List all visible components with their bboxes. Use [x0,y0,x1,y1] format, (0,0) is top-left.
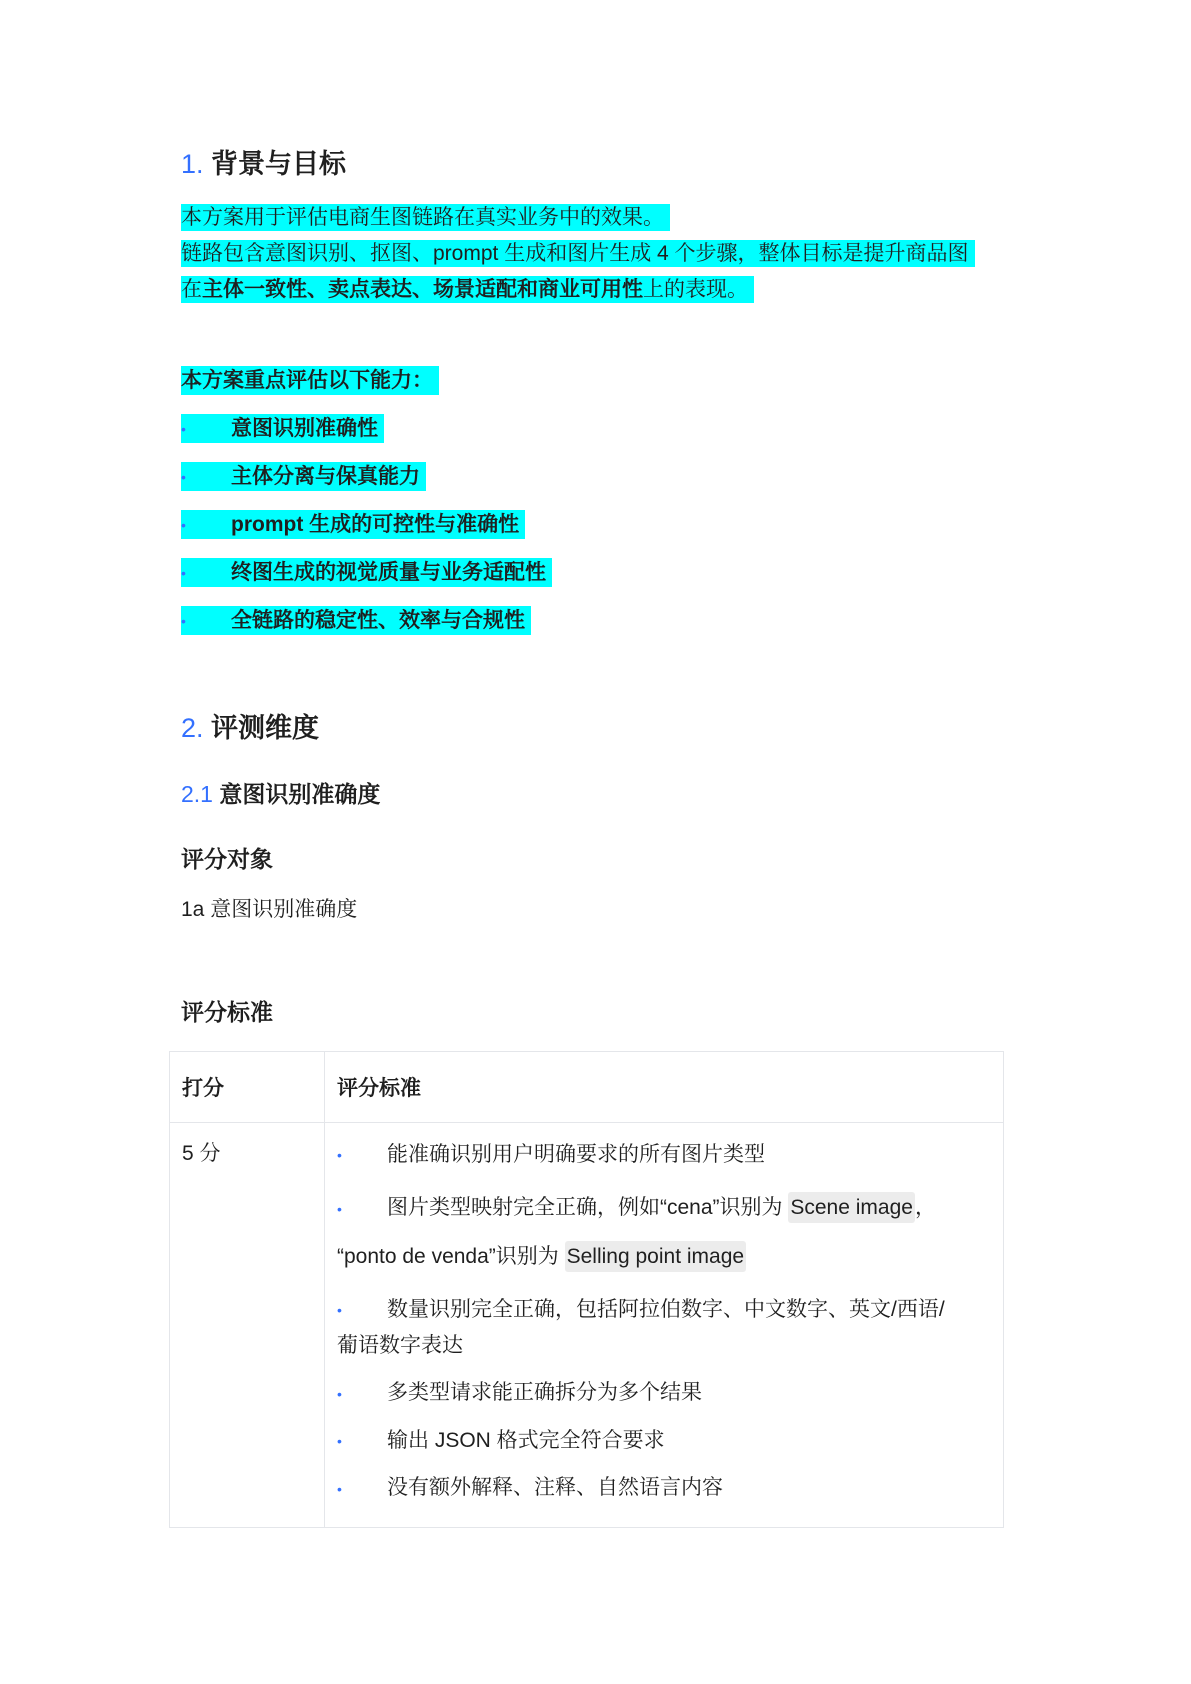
bullet-dot-icon: • [181,469,186,486]
bullet-dot-icon: • [337,1147,342,1164]
focus-heading [181,364,439,398]
criteria-item [337,1423,991,1459]
bullet-dot-icon: • [337,1385,342,1402]
criteria-item-text: 多类型请求能正确拆分为多个结果 [387,1381,702,1405]
score-cell: 5 分 [170,1123,325,1528]
focus-item [181,460,426,494]
criteria-item-text: ， [914,1196,936,1220]
inline-code: Selling point image [565,1241,746,1272]
intro-bold-text: 主体一致性、卖点表达、场景适配和商业可用性 [202,278,643,301]
table-header-row [170,1052,1004,1123]
criteria-item [337,1184,991,1280]
criteria-item-text: 图片类型映射完全正确，例如“cena”识别为 [387,1196,789,1220]
bullet-dot-icon: • [337,1302,342,1319]
intro-line-2 [181,237,975,271]
criteria-item-text: 数量识别完全正确，包括阿拉伯数字、中文数字、英文/西语/ [387,1297,945,1321]
criteria-item-text: 没有额外解释、注释、自然语言内容 [387,1476,723,1500]
criteria-item-text: 葡语数字表达 [337,1334,463,1358]
section-2-number: 2. [181,713,204,743]
scoring-object-text: 1a 意图识别准确度 [181,898,358,921]
intro-text: 链路包含意图识别、抠图、prompt 生成和图片生成 4 个步骤，整体目标是提升商品图 [181,240,975,267]
focus-item-label: 终图生成的视觉质量与业务适配性 [231,561,546,584]
bullet-dot-icon: • [337,1480,342,1497]
criteria-cell [325,1123,1004,1528]
intro-text: 本方案用于评估电商生图链路在真实业务中的效果。 [181,204,670,231]
subsection-number: 2.1 [181,781,213,807]
section-2-heading [181,710,319,746]
section-1-title: 背景与目标 [211,149,347,179]
subsection-title: 意图识别准确度 [219,781,381,807]
table-header-score: 打分 [170,1052,325,1123]
criteria-table [169,1051,1004,1528]
bullet-dot-icon: • [181,565,186,582]
inline-code: Scene image [788,1192,915,1223]
scoring-object-heading: 评分对象 [181,846,273,872]
section-2-title: 评测维度 [211,713,320,743]
bullet-dot-icon: • [337,1200,342,1217]
intro-line-3 [181,273,754,307]
criteria-item [337,1292,991,1364]
bullet-dot-icon: • [181,613,186,630]
criteria-heading: 评分标准 [181,999,273,1025]
table-row [170,1123,1004,1528]
criteria-item [337,1137,991,1173]
criteria-item [337,1470,991,1506]
section-1-number: 1. [181,149,204,179]
intro-line-1 [181,201,670,235]
focus-item [181,556,552,590]
focus-item [181,508,525,542]
criteria-item-text: 输出 JSON 格式完全符合要求 [387,1428,665,1452]
focus-item-label: 全链路的稳定性、效率与合规性 [231,609,525,632]
criteria-item [337,1375,991,1411]
focus-item [181,604,531,638]
bullet-dot-icon: • [337,1433,342,1450]
criteria-item-text: “ponto de venda”识别为 [337,1244,565,1268]
focus-heading-text: 本方案重点评估以下能力： [181,366,439,395]
focus-item-label: 主体分离与保真能力 [231,465,420,488]
bullet-dot-icon: • [181,421,186,438]
section-1-heading [181,146,346,182]
focus-item-label: 意图识别准确性 [231,417,378,440]
intro-text: 上的表现。 [643,278,748,301]
intro-text: 在 [181,278,202,301]
bullet-dot-icon: • [181,517,186,534]
subsection-2-1-heading [181,778,380,810]
focus-item [181,412,384,446]
intro-text-3 [181,276,754,303]
criteria-item-text: 能准确识别用户明确要求的所有图片类型 [387,1143,765,1166]
table-header-criteria: 评分标准 [325,1052,1004,1123]
focus-item-label: prompt 生成的可控性与准确性 [231,513,520,536]
